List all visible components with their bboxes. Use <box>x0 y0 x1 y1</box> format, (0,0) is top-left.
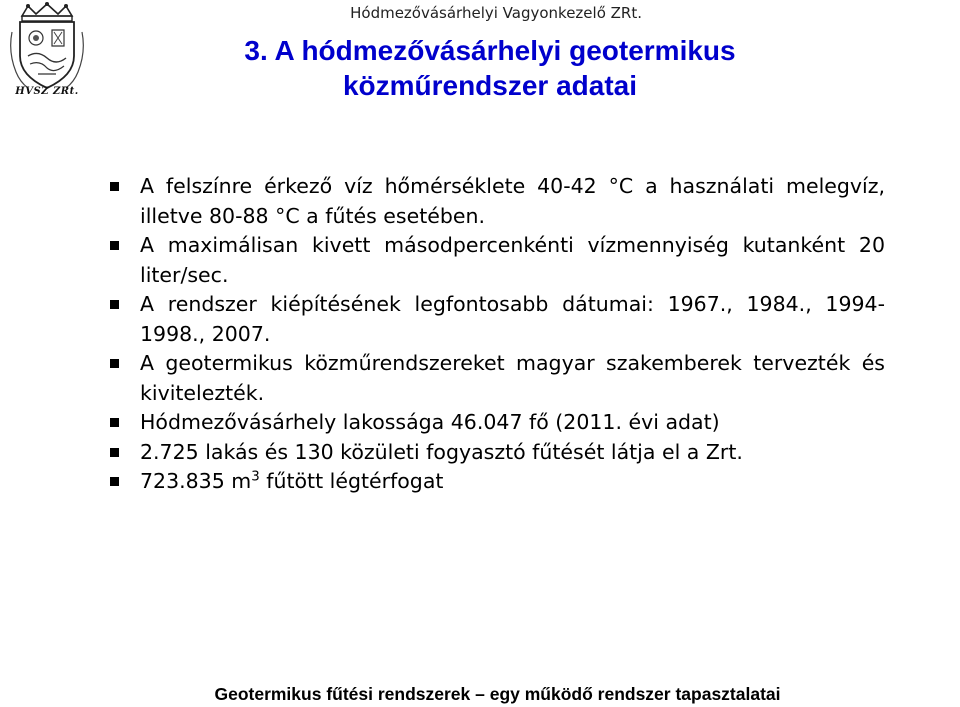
volume-unit-superscript: 3 <box>251 469 260 485</box>
company-name: Hódmezővásárhelyi Vagyonkezelő ZRt. <box>350 4 642 22</box>
list-item: A felszínre érkező víz hőmérséklete 40-42 °C a használati melegvíz, illetve 80-88 °C a fűtés esetében. <box>110 172 885 231</box>
page-title-line-1: 3. A hódmezővásárhelyi geotermikus <box>244 35 736 66</box>
volume-value: 723.835 m <box>140 469 252 493</box>
logo-text: HVSZ ZRt. <box>15 86 79 97</box>
list-item: A maximálisan kivett másodpercenkénti vízmennyiség kutanként 20 liter/sec. <box>110 231 885 290</box>
list-item: Hódmezővásárhely lakossága 46.047 fő (2011. évi adat) <box>110 408 885 438</box>
page-title <box>150 33 830 103</box>
bullet-list <box>110 172 885 497</box>
footer-caption: Geotermikus fűtési rendszerek – egy működő rendszer tapasztalatai <box>214 684 781 704</box>
volume-label: fűtött légtérfogat <box>259 469 444 493</box>
list-item <box>110 467 885 497</box>
list-item: 2.725 lakás és 130 közületi fogyasztó fűtését látja el a Zrt. <box>110 438 885 468</box>
page-title-line-2: közműrendszer adatai <box>342 70 638 101</box>
list-item: A geotermikus közműrendszereket magyar szakemberek tervezték és kivitelezték. <box>110 349 885 408</box>
list-item: A rendszer kiépítésének legfontosabb dátumai: 1967., 1984., 1994-1998., 2007. <box>110 290 885 349</box>
